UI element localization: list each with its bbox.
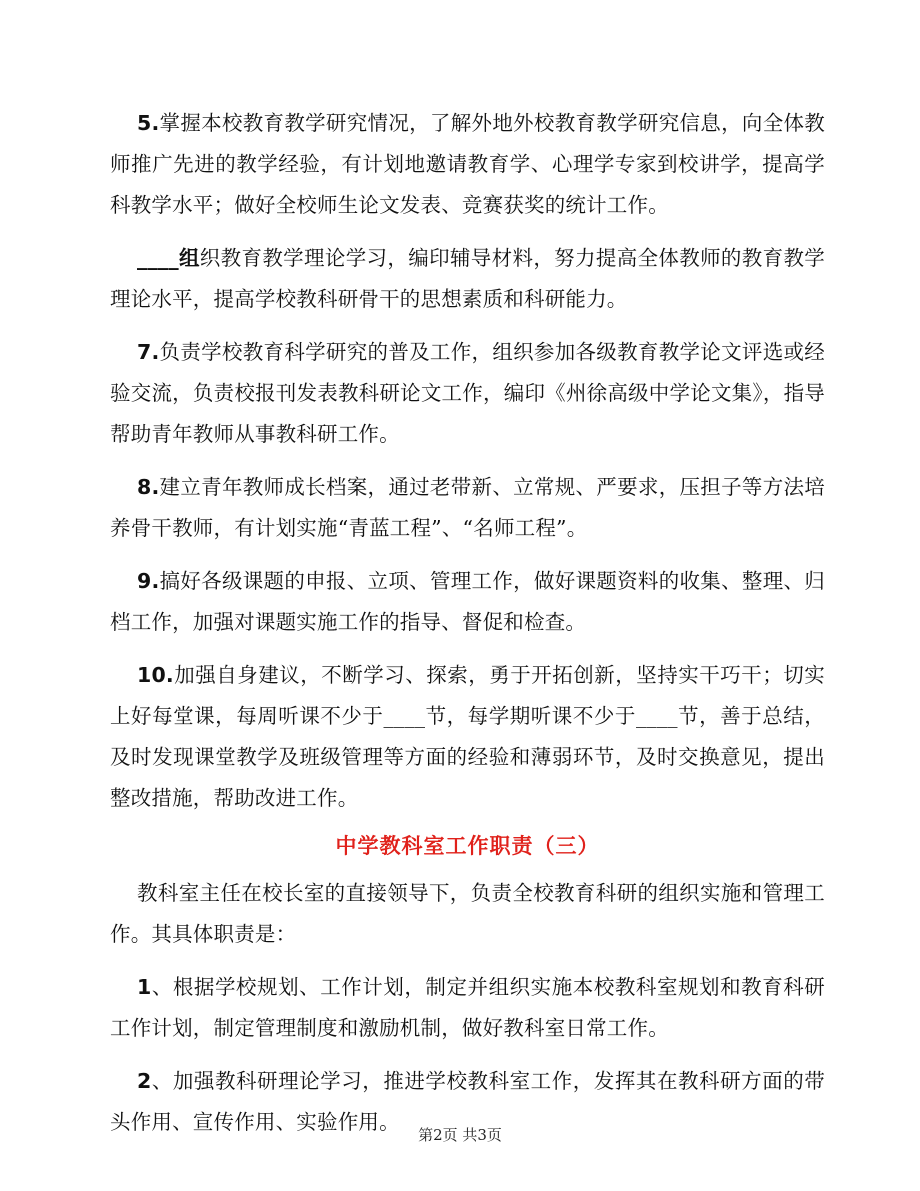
- paragraph-9: [110, 561, 825, 643]
- paragraph-number: 1: [137, 975, 152, 999]
- paragraph-text: 教科室主任在校长室的直接领导下，负责全校教育科研的组织实施和管理工作。其具体职责是：: [110, 881, 825, 946]
- section-title: 中学教科室工作职责（三）: [335, 834, 600, 858]
- paragraph-text: 织教育教学理论学习，编印辅导材料，努力提高全体教师的教育教学理论水平，提高学校教科研骨干的思想素质和科研能力。: [110, 246, 826, 311]
- paragraph-text: 、根据学校规划、工作计划，制定并组织实施本校教科室规划和教育科研工作计划，制定管理制度和激励机制，做好教科室日常工作。: [110, 975, 825, 1040]
- paragraph-8: [110, 467, 825, 549]
- document-body: [110, 103, 825, 1155]
- paragraph-text: 、加强教科研理论学习，推进学校教科室工作，发挥其在教科研方面的带头作用、宣传作用、实验作用。: [110, 1069, 825, 1134]
- paragraph-number: 2: [137, 1069, 152, 1093]
- page-footer: 第2页 共3页: [418, 1126, 502, 1144]
- paragraph-text: 掌握本校教育教学研究情况，了解外地外校教育教学研究信息，向全体教师推广先进的教学经验，有计划地邀请教育学、心理学专家到校讲学，提高学科教学水平；做好全校师生论文发表、竞赛获奖的统计工作。: [110, 111, 825, 217]
- intro-paragraph: [110, 873, 825, 955]
- paragraph-text: 建立青年教师成长档案，通过老带新、立常规、严要求，压担子等方法培养骨干教师，有计划实施“青蓝工程”、“名师工程”。: [110, 475, 825, 540]
- paragraph-text: 加强自身建议，不断学习、探索，勇于开拓创新，坚持实干巧干；切实上好每堂课，每周听课不少于____节，每学期听课不少于____节，善于总结，及时发现课堂教学及班级管理等方面的经验和薄弱环节，及时交换意见，提出整改措施，帮助改进工作。: [110, 663, 825, 810]
- paragraph-number: 9.: [137, 569, 160, 593]
- paragraph-number: 5.: [137, 111, 160, 135]
- duty-paragraph-1: [110, 967, 825, 1049]
- paragraph-10: [110, 655, 825, 819]
- paragraph-number: 7.: [137, 340, 160, 364]
- paragraph-number: 8.: [137, 475, 160, 499]
- paragraph-text: 搞好各级课题的申报、立项、管理工作，做好课题资料的收集、整理、归档工作，加强对课题实施工作的指导、督促和检查。: [110, 569, 825, 634]
- paragraph-text: 负责学校教育科学研究的普及工作，组织参加各级教育教学论文评选或经验交流，负责校报刊发表教科研论文工作，编印《州徐高级中学论文集》，指导帮助青年教师从事教科研工作。: [110, 340, 825, 446]
- paragraph-6: [110, 238, 825, 320]
- paragraph-7: [110, 332, 825, 455]
- paragraph-5: [110, 103, 825, 226]
- paragraph-number: ____组: [137, 246, 200, 270]
- paragraph-number: 10.: [137, 663, 174, 687]
